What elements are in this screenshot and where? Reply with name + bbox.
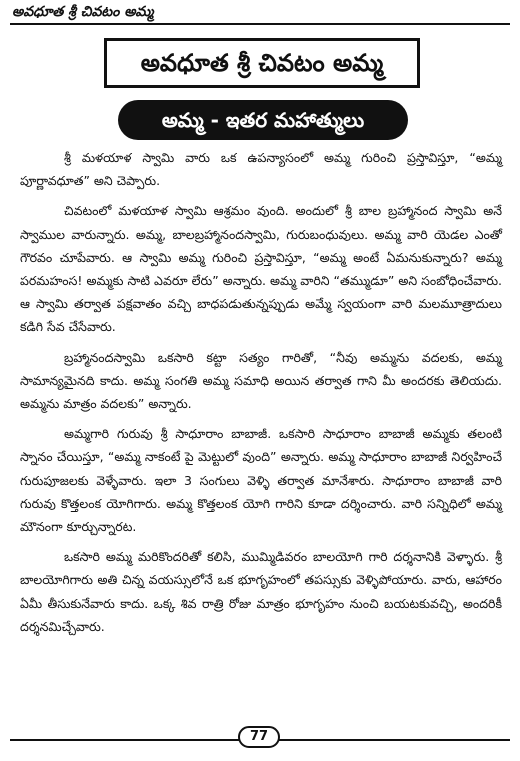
paragraph: శ్రీ మళయాళ స్వామి వారు ఒక ఉపన్యాసంలో అమ్మ గురించి ప్రస్తావిస్తూ, “అమ్మ పూర్ణావధూత” అని చెప్పారు. [20,150,502,189]
paragraph: చివటంలో మళయాళ స్వామి ఆశ్రమం వుంది. అందులో శ్రీ బాల బ్రహ్మానంద స్వామి అనే స్వాముల వారున్నారు. అమ్మ, బాలబ్రహ్మానందస్వామి, గురుబంధువులు. అమ్మ వారి యెడల ఎంతో గౌరవం చూపేవారు. ఆ స్వామి అమ్మ గురించి ప్రస్తావిస్తూ, “అమ్మ అంటే ఏమనుకున్నారు? అమ్మ పరమహంస! అమ్మకు సాటి ఎవరూ లేరు” అన్నారు. అమ్మ వారిని “తమ్ముడూ” అని సంబోధించేవారు. ఆ స్వామి తర్వాత పక్షవాతం వచ్చి బాధపడుతున్నప్పుడు అమ్మే స్వయంగా వారి మలమూత్రాదులు కడిగి సేవ చేసేవారు. [20,203,502,335]
title-box [104,38,420,88]
paragraph: బ్రహ్మానందస్వామి ఒకసారి కట్టా సత్యం గారితో, “నీవు అమ్మను వదలకు, అమ్మ సామాన్యమైనది కాదు. అమ్మ సంగతి అమ్మ సమాధి అయిన తర్వాత గాని మీ అందరకు తెలియదు. అమ్మను మాత్రం వదలకు” అన్నారు. [20,349,502,412]
header-rule [10,23,510,25]
paragraph: ఒకసారి అమ్మ మరికొందరితో కలిసి, ముమ్మిడివరం బాలయోగి గారి దర్శనానికి వెళ్ళారు. శ్రీ బాలయోగిగారు అతి చిన్న వయస్సులోనే ఒక భూగృహంలో తపస్సుకు వెళ్ళిపోయారు. వారు, ఆహారం ఏమీ తీసుకునేవారు కాదు. ఒక్క శివ రాత్రి రోజు మాత్రం భూగృహం నుంచి బయటకువచ్చి, అందరికీ దర్శనమిచ్చేవారు. [20,549,502,634]
section-heading-banner [118,100,408,140]
page-title: అవధూత శ్రీ చివటం అమ్మ [140,49,384,77]
paragraph: అమ్మగారి గురువు శ్రీ సాధూరాం బాబాజీ. ఒకసారి సాధూరాం బాబాజీ అమ్మకు తలంటి స్నానం చేయిస్తూ, “అమ్మ నాకంటే పై మెట్టులో వుంది” అన్నారు. అమ్మ సాధూరాం బాబాజీ నిర్వహించే గురుపూజలకు వెళ్ళేవారు. ఇలా 3 సంగులు వెళ్ళి తర్వాత మానేశారు. సాధూరాం బాబాజీ వారి గురువు కొత్తలంక యోగిగారు. అమ్మ కొత్తలంక యోగి గారిని కూడా దర్శించారు. వారి సన్నిధిలో అమ్మ మౌనంగా కూర్చున్నారట. [20,426,502,535]
body-text [20,146,502,645]
running-header [10,2,510,24]
running-header-text: అవధూత శ్రీ చివటం అమ్మ [12,4,154,20]
page-number: 77 [238,726,280,748]
section-heading: అమ్మ - ఇతర మహాత్ములు [161,108,365,132]
